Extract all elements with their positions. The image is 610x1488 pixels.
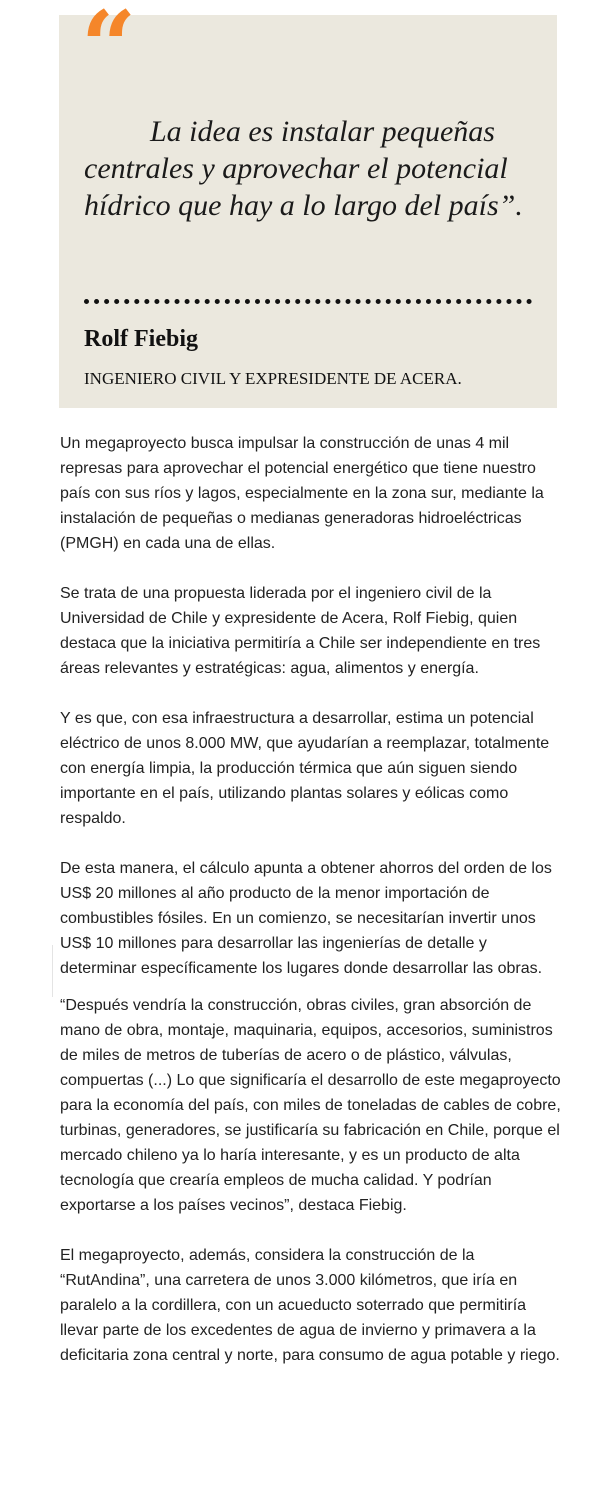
side-rule-divider — [52, 945, 53, 997]
article-paragraph: El megaproyecto, además, considera la construcción de la “RutAndina”, una carretera de unos 3.000 kilómetros, que iría en paralelo a la cordillera, con un acueducto soterrado que permitiría llevar parte de los excedentes de agua de invierno y primavera a la deficitaria zona central y norte, para consumo de agua potable y riego. — [60, 1247, 560, 1364]
quote-text: La idea es instalar pequeñas centrales y aprovechar el potencial hídrico que hay a lo largo del país”. — [84, 115, 523, 222]
article-paragraph: Se trata de una propuesta liderada por el ingeniero civil de la Universidad de Chile y expresidente de Acera, Rolf Fiebig, quien destaca que la iniciativa permitiría a Chile ser independiente en tres áreas relevantes y estratégicas: agua, alimentos y energía. — [60, 585, 541, 677]
article-paragraph: De esta manera, el cálculo apunta a obtener ahorros del orden de los US$ 20 millones al año producto de la menor importación de combustibles fósiles. En un comienzo, se necesitarían invertir unos US$ 10 millones para desarrollar las ingenierías de detalle y determinar específicamente los lugares donde desarrollar las obras. — [60, 860, 552, 977]
dotted-divider — [84, 299, 532, 304]
article-body — [60, 431, 562, 1368]
quote-author-name: Rolf Fiebig — [84, 326, 198, 352]
pull-quote-box — [59, 0, 557, 408]
quote-mark-icon: “ — [81, 0, 137, 103]
quote-author-role: INGENIERO CIVIL Y EXPRESIDENTE DE ACERA. — [84, 369, 462, 388]
article-paragraph: “Después vendría la construcción, obras civiles, gran absorción de mano de obra, montaje, maquinaria, equipos, accesorios, suministros de miles de metros de tuberías de acero o de plástico, válvulas, compuertas (...) Lo que significaría el desarrollo de este megaproyecto para la economía del país, con miles de toneladas de cables de cobre, turbinas, generadores, se justificaría su fabricación en Chile, porque el mercado chileno ya lo haría interesante, y es un producto de alta tecnología que crearía empleos de mucha calidad. Y podrían exportarse a los países vecinos”, destaca Fiebig. — [60, 997, 561, 1214]
article-paragraph: Y es que, con esa infraestructura a desarrollar, estima un potencial eléctrico de unos 8.000 MW, que ayudarían a reemplazar, totalmente con energía limpia, la producción térmica que aún siguen siendo importante en el país, utilizando plantas solares y eólicas como respaldo. — [60, 710, 550, 827]
article-paragraph: Un megaproyecto busca impulsar la construcción de unas 4 mil represas para aprovechar el potencial energético que tiene nuestro país con sus ríos y lagos, especialmente en la zona sur, mediante la instalación de pequeñas o medianas generadoras hidroeléctricas (PMGH) en cada una de ellas. — [60, 435, 544, 552]
